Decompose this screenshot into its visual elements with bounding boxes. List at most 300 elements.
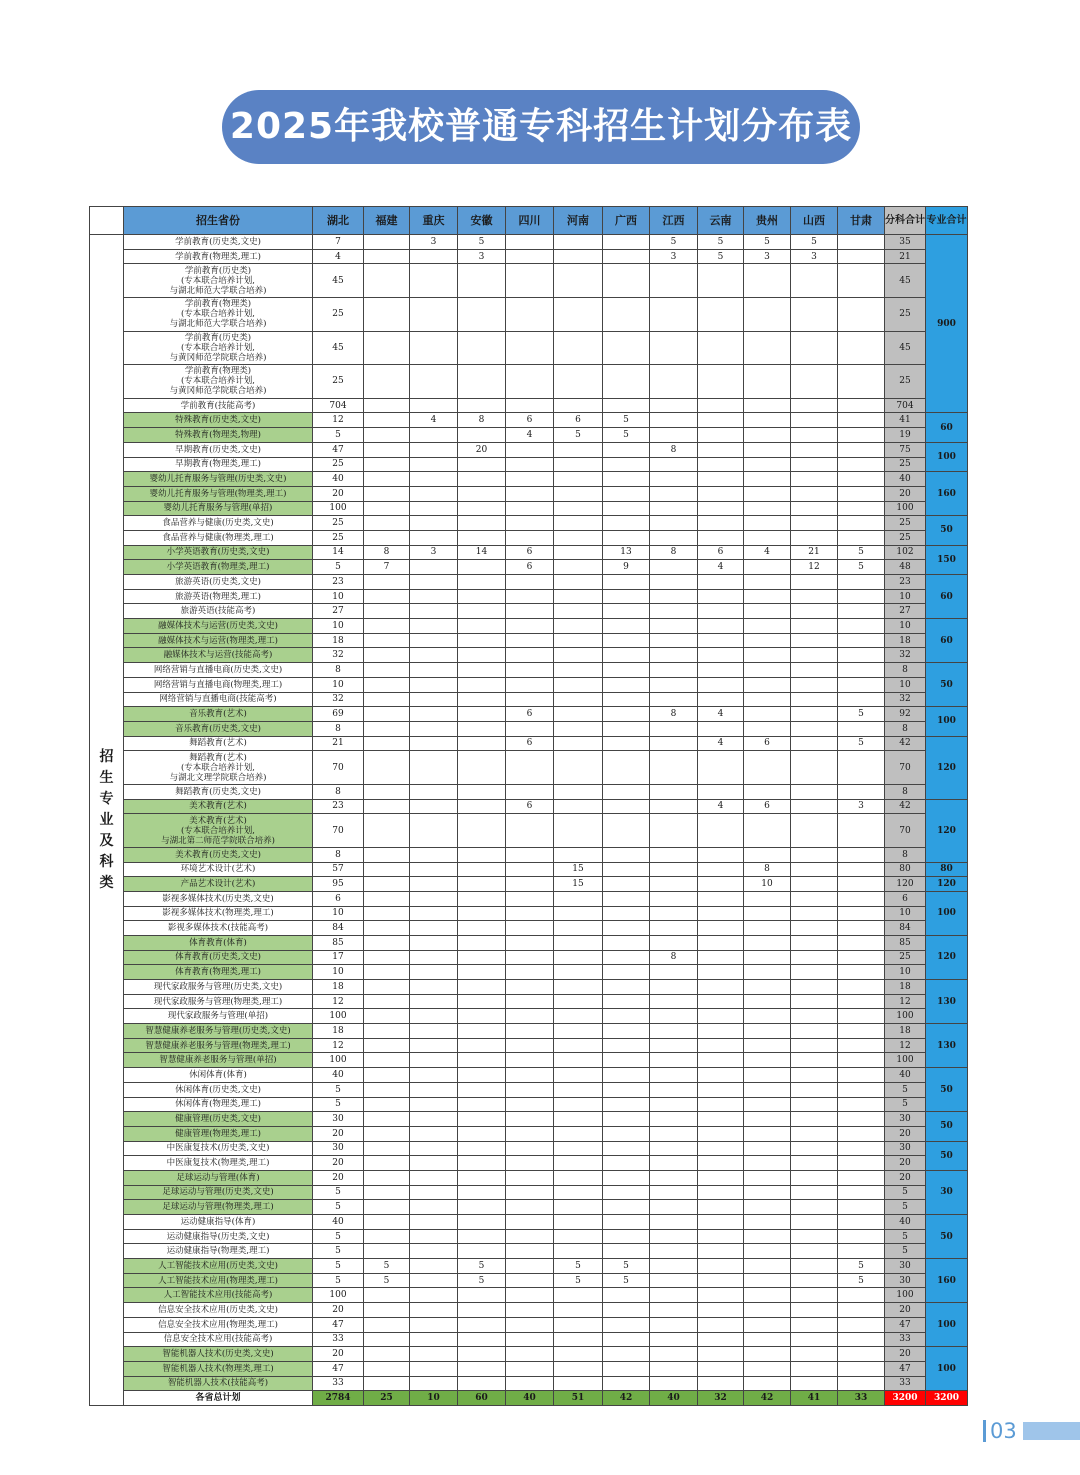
province-value: 4 [698,707,744,722]
table-row [90,1185,968,1200]
province-value: 20 [313,1156,364,1171]
province-value [838,633,885,648]
header-province: 安徽 [458,207,506,235]
province-value [650,648,698,663]
table-row [90,1082,968,1097]
subtotal-value: 12 [885,1038,926,1053]
province-value [554,1347,603,1362]
subtotal-value: 32 [885,692,926,707]
province-value [506,1068,554,1083]
province-value [603,235,650,250]
major-name: 健康管理(历史类,文史) [124,1112,313,1127]
province-value [650,1038,698,1053]
province-value: 6 [506,413,554,428]
province-value [698,862,744,877]
province-value [603,736,650,751]
table-row [90,1273,968,1288]
province-value [506,1009,554,1024]
province-value [698,604,744,619]
subtotal-value: 18 [885,1024,926,1039]
province-value [458,1347,506,1362]
subtotal-value: 5 [885,1200,926,1215]
province-value [458,736,506,751]
province-value [791,1082,838,1097]
province-value [791,589,838,604]
province-value [554,457,603,472]
province-value [838,1332,885,1347]
province-value [698,1141,744,1156]
province-value [650,891,698,906]
major-total: 120 [926,799,968,862]
province-value [506,784,554,799]
province-value: 100 [313,1009,364,1024]
province-value [410,862,458,877]
province-value [554,235,603,250]
province-value [603,891,650,906]
major-name: 美术教育(艺术) (专本联合培养计划, 与湖北第二师范学院联合培养) [124,814,313,848]
province-value [791,1244,838,1259]
header-province: 福建 [364,207,410,235]
province-value [698,1126,744,1141]
province-value [791,814,838,848]
province-value [410,1024,458,1039]
header-province: 云南 [698,207,744,235]
province-value [791,1038,838,1053]
province-value: 84 [313,921,364,936]
province-value [364,516,410,531]
subtotal-value: 40 [885,1215,926,1230]
province-value [554,906,603,921]
province-value [698,1156,744,1171]
province-value [838,692,885,707]
province-value [791,1185,838,1200]
major-name: 食品营养与健康(物理类,理工) [124,530,313,545]
province-value [791,1141,838,1156]
province-value [698,950,744,965]
province-value [410,1376,458,1391]
major-total: 900 [926,235,968,413]
province-value [364,1288,410,1303]
province-value [364,1229,410,1244]
province-value [698,935,744,950]
province-value [791,516,838,531]
province-value [650,1244,698,1259]
province-value [791,413,838,428]
major-name: 融媒体技术与运营(历史类,文史) [124,619,313,634]
province-value: 6 [506,545,554,560]
province-value [791,442,838,457]
province-value [838,847,885,862]
province-value [554,1361,603,1376]
subtotal-value: 704 [885,398,926,413]
province-value: 3 [458,249,506,264]
province-value [458,575,506,590]
province-value [791,1317,838,1332]
province-value [838,428,885,443]
subtotal-value: 33 [885,1376,926,1391]
province-value [744,516,791,531]
province-value [410,1185,458,1200]
province-value [650,799,698,814]
table-row [90,249,968,264]
province-value [650,784,698,799]
province-value [554,1038,603,1053]
province-value [458,814,506,848]
table-row [90,1068,968,1083]
province-value [458,1215,506,1230]
province-value [603,1317,650,1332]
province-value [458,1038,506,1053]
province-value: 5 [744,235,791,250]
province-value [838,663,885,678]
province-value [744,457,791,472]
province-value [698,1185,744,1200]
subtotal-value: 92 [885,707,926,722]
province-value [364,751,410,785]
province-value [458,1361,506,1376]
province-value [603,1126,650,1141]
province-value [458,721,506,736]
province-value [791,877,838,892]
province-value [364,530,410,545]
province-value [744,297,791,331]
province-value [650,935,698,950]
province-value [838,1303,885,1318]
major-name: 人工智能技术应用(历史类,文史) [124,1259,313,1274]
table-row [90,1215,968,1230]
province-value [458,950,506,965]
province-value [458,980,506,995]
province-value [364,1156,410,1171]
province-value [458,965,506,980]
table-row [90,619,968,634]
province-value [838,1185,885,1200]
province-value [698,1361,744,1376]
province-value [650,1068,698,1083]
subtotal-value: 25 [885,530,926,545]
province-value: 12 [313,413,364,428]
province-value [410,784,458,799]
province-value [458,1141,506,1156]
subtotal-value: 80 [885,862,926,877]
province-value [506,965,554,980]
province-value [838,575,885,590]
province-value [364,264,410,298]
province-value [744,1200,791,1215]
province-value: 10 [744,877,791,892]
province-value [458,1082,506,1097]
province-value [410,648,458,663]
province-value [650,331,698,365]
province-value [650,980,698,995]
province-value [650,589,698,604]
province-value: 5 [603,428,650,443]
province-value [698,442,744,457]
province-value [698,1112,744,1127]
province-value [838,751,885,785]
province-value: 4 [698,736,744,751]
province-value: 5 [838,707,885,722]
province-value: 5 [838,545,885,560]
subtotal-value: 102 [885,545,926,560]
province-value [603,530,650,545]
province-value [698,1082,744,1097]
province-value: 6 [744,799,791,814]
province-value [650,906,698,921]
province-value [603,965,650,980]
province-value: 704 [313,398,364,413]
table-row [90,721,968,736]
major-name: 网络营销与直播电商(历史类,文史) [124,663,313,678]
major-name: 影视多媒体技术(技能高考) [124,921,313,936]
province-value: 45 [313,264,364,298]
header-province: 河南 [554,207,603,235]
province-value [364,619,410,634]
province-value [364,721,410,736]
table-row [90,1126,968,1141]
header-province: 湖北 [313,207,364,235]
province-value: 100 [313,1288,364,1303]
major-total: 100 [926,1303,968,1347]
province-value [506,980,554,995]
province-value [698,413,744,428]
province-value: 4 [698,560,744,575]
province-value [458,677,506,692]
province-value [744,589,791,604]
province-value [410,297,458,331]
province-value [458,501,506,516]
province-value [744,1244,791,1259]
province-value [410,604,458,619]
province-value [838,721,885,736]
province-value [744,1288,791,1303]
major-name: 运动健康指导(历史类,文史) [124,1229,313,1244]
province-value [364,589,410,604]
table-row [90,1097,968,1112]
province-value [650,1288,698,1303]
province-value: 20 [313,1303,364,1318]
province-value [603,1288,650,1303]
province-value [410,486,458,501]
province-value [506,501,554,516]
province-value [458,935,506,950]
subtotal-value: 40 [885,472,926,487]
province-value [554,950,603,965]
province-value [698,1229,744,1244]
province-value [744,365,791,399]
table-row [90,413,968,428]
province-value [506,235,554,250]
province-value [458,633,506,648]
province-value [506,589,554,604]
province-value: 32 [313,692,364,707]
province-value [506,575,554,590]
province-value [791,1376,838,1391]
province-value [791,264,838,298]
province-value [506,331,554,365]
province-value [506,1082,554,1097]
province-value [603,1332,650,1347]
table-row [90,575,968,590]
province-value [506,950,554,965]
table-row [90,814,968,848]
subtotal-value: 45 [885,331,926,365]
province-value [554,1024,603,1039]
province-value [410,501,458,516]
province-value: 3 [791,249,838,264]
province-value [650,472,698,487]
province-value [603,297,650,331]
province-value [506,921,554,936]
province-value [744,1024,791,1039]
province-value [838,1156,885,1171]
province-value [650,862,698,877]
province-value [364,784,410,799]
province-value [458,264,506,298]
province-value [838,1038,885,1053]
province-value [838,1244,885,1259]
subtotal-value: 10 [885,906,926,921]
province-value [458,604,506,619]
province-value [364,862,410,877]
province-value [698,784,744,799]
subtotal-value: 25 [885,297,926,331]
major-name: 旅游英语(物理类,理工) [124,589,313,604]
major-name: 智慧健康养老服务与管理(物理类,理工) [124,1038,313,1053]
province-value [603,707,650,722]
province-value [650,994,698,1009]
province-value [410,1361,458,1376]
province-value: 5 [313,1097,364,1112]
province-value [791,1273,838,1288]
province-value: 5 [554,1259,603,1274]
province-value [364,707,410,722]
grand-subtotal: 3200 [885,1391,926,1406]
province-value [744,1009,791,1024]
table-row [90,428,968,443]
province-value [410,249,458,264]
province-value [698,589,744,604]
subtotal-value: 25 [885,516,926,531]
province-value [364,1112,410,1127]
province-value: 23 [313,799,364,814]
province-value [603,486,650,501]
table-row [90,736,968,751]
province-value [554,980,603,995]
province-value [603,501,650,516]
province-value: 6 [506,707,554,722]
province-value [838,1317,885,1332]
major-name: 智慧健康养老服务与管理(历史类,文史) [124,1024,313,1039]
table-row [90,784,968,799]
province-value [410,707,458,722]
province-value [458,692,506,707]
major-name: 融媒体技术与运营(物理类,理工) [124,633,313,648]
province-value [838,1347,885,1362]
province-value [791,1347,838,1362]
province-value [603,442,650,457]
province-value [506,1229,554,1244]
province-value [838,413,885,428]
province-value [364,501,410,516]
major-name: 网络营销与直播电商(物理类,理工) [124,677,313,692]
province-value [791,1170,838,1185]
province-value [364,921,410,936]
province-value [791,950,838,965]
major-name: 中医康复技术(历史类,文史) [124,1141,313,1156]
province-value [791,457,838,472]
province-value: 8 [650,950,698,965]
province-value [650,736,698,751]
province-value [554,472,603,487]
province-value [791,1024,838,1039]
province-value [698,619,744,634]
major-total: 100 [926,891,968,935]
province-value [838,921,885,936]
province-value: 6 [554,413,603,428]
province-value: 25 [313,297,364,331]
province-value: 8 [650,707,698,722]
province-value [838,1024,885,1039]
province-value [791,331,838,365]
province-value [744,472,791,487]
province-value [410,1259,458,1274]
grand-total-value: 60 [458,1391,506,1406]
province-value: 25 [313,516,364,531]
province-value [744,1229,791,1244]
province-value [554,1097,603,1112]
province-value: 30 [313,1112,364,1127]
province-value [698,1376,744,1391]
province-value [838,1141,885,1156]
province-value [791,1156,838,1171]
province-value [791,721,838,736]
province-value [698,814,744,848]
province-value [698,1347,744,1362]
province-value [838,1170,885,1185]
province-value [410,633,458,648]
province-value [458,486,506,501]
province-value [506,1332,554,1347]
province-value [506,1244,554,1259]
province-value [650,1347,698,1362]
province-value [554,751,603,785]
province-value [506,648,554,663]
province-value [364,365,410,399]
province-value [698,677,744,692]
province-value: 33 [313,1332,364,1347]
province-value [650,1200,698,1215]
province-value [506,677,554,692]
major-name: 学前教育(历史类) (专本联合培养计划, 与黄冈师范学院联合培养) [124,331,313,365]
table-row [90,1288,968,1303]
table-row [90,847,968,862]
province-value [650,1141,698,1156]
subtotal-value: 20 [885,1170,926,1185]
province-value [506,1156,554,1171]
province-value: 20 [458,442,506,457]
subtotal-value: 48 [885,560,926,575]
province-value [791,530,838,545]
province-value [410,877,458,892]
table-row [90,264,968,298]
province-value [603,1112,650,1127]
province-value [410,814,458,848]
province-value [410,736,458,751]
major-name: 网络营销与直播电商(技能高考) [124,692,313,707]
province-value [744,331,791,365]
province-value [791,1053,838,1068]
